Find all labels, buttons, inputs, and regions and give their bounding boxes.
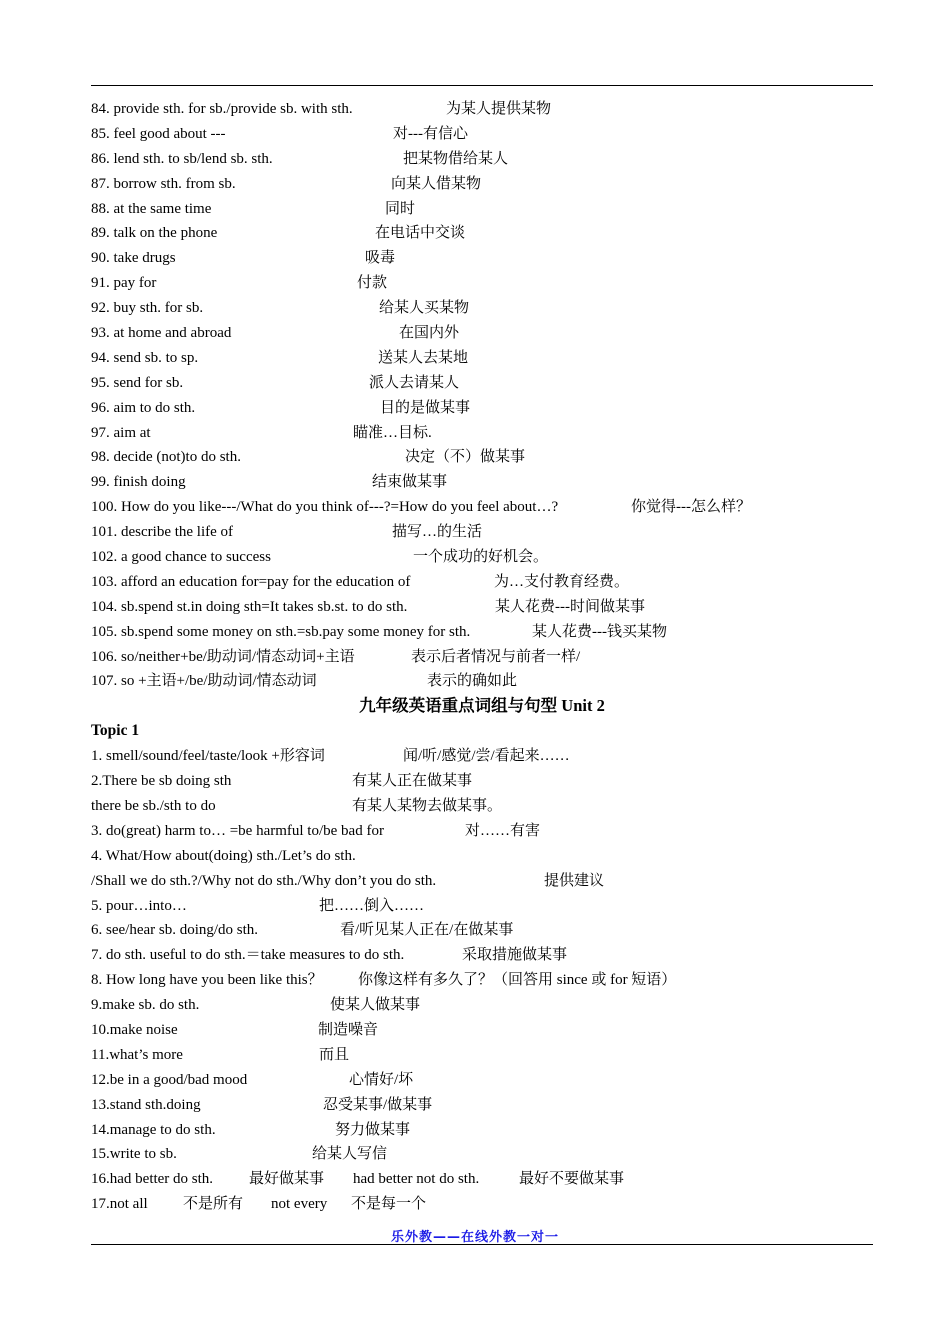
phrase-row <box>91 346 873 371</box>
phrase-english: /Shall we do sth.?/Why not do sth./Why don’t you do sth. <box>91 872 437 889</box>
phrase-english: 100. How do you like---/What do you think of---?=How do you feel about…? <box>91 499 559 516</box>
phrase-row <box>91 620 873 645</box>
phrase-chinese: 某人花费---钱买某物 <box>532 623 667 640</box>
phrase-chinese: 目的是做某事 <box>380 399 471 416</box>
phrase-chinese: 为某人提供某物 <box>446 101 552 117</box>
phrase-chinese: 看/听见某人正在/在做某事 <box>340 922 514 939</box>
phrase-chinese: 付款 <box>357 275 388 292</box>
header-rule <box>91 85 873 86</box>
phrase-row <box>91 445 873 470</box>
topic-label: Topic 1 <box>91 722 140 740</box>
phrase-english: 107. so +主语+/be/助动词/情态动词 <box>91 673 317 690</box>
phrase-chinese: 向某人借某物 <box>391 175 482 192</box>
phrase-row <box>91 321 873 346</box>
phrase-english: 7. do sth. useful to do sth.＝take measures to do sth. <box>91 947 405 964</box>
footer-link[interactable]: 乐外教——在线外教一对一 <box>390 1230 559 1245</box>
phrase-row <box>91 246 873 271</box>
phrase-row <box>91 296 873 321</box>
phrase-english: 9.make sb. do sth. <box>91 997 200 1014</box>
phrase-english: 4. What/How about(doing) sth./Let’s do sth. <box>91 847 356 864</box>
phrase-english: 10.make noise <box>91 1021 178 1038</box>
phrase-chinese: 闻/听/感觉/尝/看起来…… <box>403 748 570 765</box>
phrase-english: 105. sb.spend some money on sth.=sb.pay some money for sth. <box>91 623 471 640</box>
phrase-english: 2.There be sb doing sth <box>91 773 232 790</box>
phrase-chinese: 有某人某物去做某事。 <box>352 797 503 814</box>
phrase-english: 92. buy sth. for sb. <box>91 300 204 317</box>
phrase-english: 88. at the same time <box>91 200 212 217</box>
phrase-chinese: 某人花费---时间做某事 <box>495 598 645 615</box>
unit2-phrase-list <box>91 744 873 1217</box>
phrase-row <box>91 1118 873 1143</box>
phrase-english: 87. borrow sth. from sb. <box>91 175 236 192</box>
phrase-english: there be sb./sth to do <box>91 797 216 814</box>
phrase-english-second: not every <box>271 1196 328 1213</box>
phrase-english: 6. see/hear sb. doing/do sth. <box>91 922 259 939</box>
content-area <box>91 97 873 1217</box>
phrase-chinese: 给某人买某物 <box>379 300 470 317</box>
phrase-chinese: 把……倒入…… <box>319 897 425 914</box>
phrase-english: 14.manage to do sth. <box>91 1121 216 1138</box>
phrase-chinese: 有某人正在做某事 <box>352 773 473 790</box>
phrase-row <box>91 744 873 769</box>
phrase-chinese: 给某人写信 <box>312 1146 388 1163</box>
phrase-row <box>91 819 873 844</box>
phrase-english: 106. so/neither+be/助动词/情态动词+主语 <box>91 648 355 665</box>
phrase-chinese: 最好做某事 <box>249 1171 325 1188</box>
phrase-english: 94. send sb. to sp. <box>91 349 199 366</box>
phrase-row <box>91 794 873 819</box>
phrase-english: 104. sb.spend st.in doing sth=It takes sb.st. to do sth. <box>91 598 408 615</box>
phrase-english: 17.not all <box>91 1196 148 1213</box>
phrase-chinese: 吸毒 <box>365 250 396 267</box>
phrase-chinese: 一个成功的好机会。 <box>413 549 549 566</box>
phrase-row <box>91 968 873 993</box>
phrase-row <box>91 221 873 246</box>
phrase-row <box>91 172 873 197</box>
phrase-row <box>91 1167 873 1192</box>
phrase-english: 90. take drugs <box>91 250 176 267</box>
phrase-chinese: 采取措施做某事 <box>462 947 568 964</box>
unit1-phrase-list <box>91 97 873 694</box>
phrase-row <box>91 97 873 122</box>
phrase-row <box>91 470 873 495</box>
phrase-english: 93. at home and abroad <box>91 325 232 342</box>
phrase-chinese: 制造噪音 <box>318 1021 379 1038</box>
phrase-english: 1. smell/sound/feel/taste/look +形容词 <box>91 748 325 765</box>
unit2-title: 九年级英语重点词组与句型 Unit 2 <box>359 696 605 716</box>
phrase-row <box>91 844 873 869</box>
phrase-chinese: 提供建议 <box>544 872 605 889</box>
phrase-english: 16.had better do sth. <box>91 1171 214 1188</box>
phrase-row <box>91 271 873 296</box>
phrase-english: 95. send for sb. <box>91 374 184 391</box>
phrase-chinese: 在国内外 <box>399 325 460 342</box>
phrase-chinese: 瞄准…目标. <box>353 424 432 441</box>
phrase-row <box>91 894 873 919</box>
phrase-english: 86. lend sth. to sb/lend sb. sth. <box>91 150 273 167</box>
phrase-row <box>91 1093 873 1118</box>
phrase-row <box>91 669 873 694</box>
phrase-chinese: 不是所有 <box>183 1196 244 1213</box>
phrase-chinese: 对---有信心 <box>393 125 468 142</box>
phrase-row <box>91 595 873 620</box>
phrase-chinese: 你觉得---怎么样？ <box>631 499 751 516</box>
phrase-chinese: 派人去请某人 <box>369 374 460 391</box>
phrase-row <box>91 545 873 570</box>
phrase-chinese: 而且 <box>319 1046 350 1063</box>
phrase-row <box>91 371 873 396</box>
phrase-chinese-second: 最好不要做某事 <box>519 1171 625 1188</box>
phrase-chinese: 描写…的生活 <box>392 524 483 541</box>
phrase-english: 96. aim to do sth. <box>91 399 196 416</box>
phrase-english: 101. describe the life of <box>91 524 234 541</box>
phrase-chinese: 送某人去某地 <box>378 349 469 366</box>
phrase-english: 11.what’s more <box>91 1046 183 1063</box>
phrase-chinese: 对……有害 <box>465 822 541 839</box>
phrase-row <box>91 147 873 172</box>
phrase-row <box>91 1142 873 1167</box>
phrase-chinese: 同时 <box>385 200 416 217</box>
phrase-chinese: 决定（不）做某事 <box>405 449 526 466</box>
phrase-row <box>91 993 873 1018</box>
phrase-row <box>91 1018 873 1043</box>
phrase-english: 84. provide sth. for sb./provide sb. with sth. <box>91 101 353 117</box>
phrase-english: 85. feel good about --- <box>91 125 226 142</box>
phrase-english: 8. How long have you been like this？ <box>91 972 323 989</box>
phrase-english-second: had better not do sth. <box>353 1171 480 1188</box>
phrase-row <box>91 1192 873 1217</box>
phrase-row <box>91 769 873 794</box>
phrase-row <box>91 495 873 520</box>
phrase-chinese: 把某物借给某人 <box>403 150 509 167</box>
phrase-english: 5. pour…into… <box>91 897 187 914</box>
phrase-chinese: 心情好/坏 <box>349 1071 414 1088</box>
phrase-english: 89. talk on the phone <box>91 225 218 242</box>
phrase-chinese: 忍受某事/做某事 <box>323 1096 433 1113</box>
phrase-english: 102. a good chance to success <box>91 549 271 566</box>
phrase-row <box>91 197 873 222</box>
phrase-chinese: 在电话中交谈 <box>375 225 466 242</box>
phrase-english: 13.stand sth.doing <box>91 1096 201 1113</box>
phrase-english: 103. afford an education for=pay for the education of <box>91 573 411 590</box>
phrase-row <box>91 869 873 894</box>
phrase-row <box>91 396 873 421</box>
phrase-english: 98. decide (not)to do sth. <box>91 449 241 466</box>
phrase-row <box>91 1043 873 1068</box>
phrase-english: 12.be in a good/bad mood <box>91 1071 248 1088</box>
phrase-english: 3. do(great) harm to… =be harmful to/be bad for <box>91 822 384 839</box>
phrase-row <box>91 122 873 147</box>
phrase-english: 99. finish doing <box>91 474 186 491</box>
phrase-row <box>91 421 873 446</box>
phrase-row <box>91 918 873 943</box>
phrase-english: 15.write to sb. <box>91 1146 177 1163</box>
phrase-row <box>91 1068 873 1093</box>
phrase-english: 97. aim at <box>91 424 151 441</box>
phrase-chinese: 努力做某事 <box>335 1121 411 1138</box>
phrase-chinese: 使某人做某事 <box>330 997 421 1014</box>
phrase-row <box>91 645 873 670</box>
phrase-chinese: 结束做某事 <box>372 474 448 491</box>
phrase-chinese: 你像这样有多久了？（回答用 since 或 for 短语） <box>358 972 677 989</box>
phrase-row <box>91 943 873 968</box>
phrase-row <box>91 520 873 545</box>
phrase-chinese: 表示后者情况与前者一样/ <box>411 648 581 665</box>
phrase-english: 91. pay for <box>91 275 157 292</box>
phrase-chinese-second: 不是每一个 <box>351 1196 427 1213</box>
phrase-chinese: 为…支付教育经费。 <box>494 573 630 590</box>
phrase-row <box>91 570 873 595</box>
phrase-chinese: 表示的确如此 <box>427 673 518 690</box>
